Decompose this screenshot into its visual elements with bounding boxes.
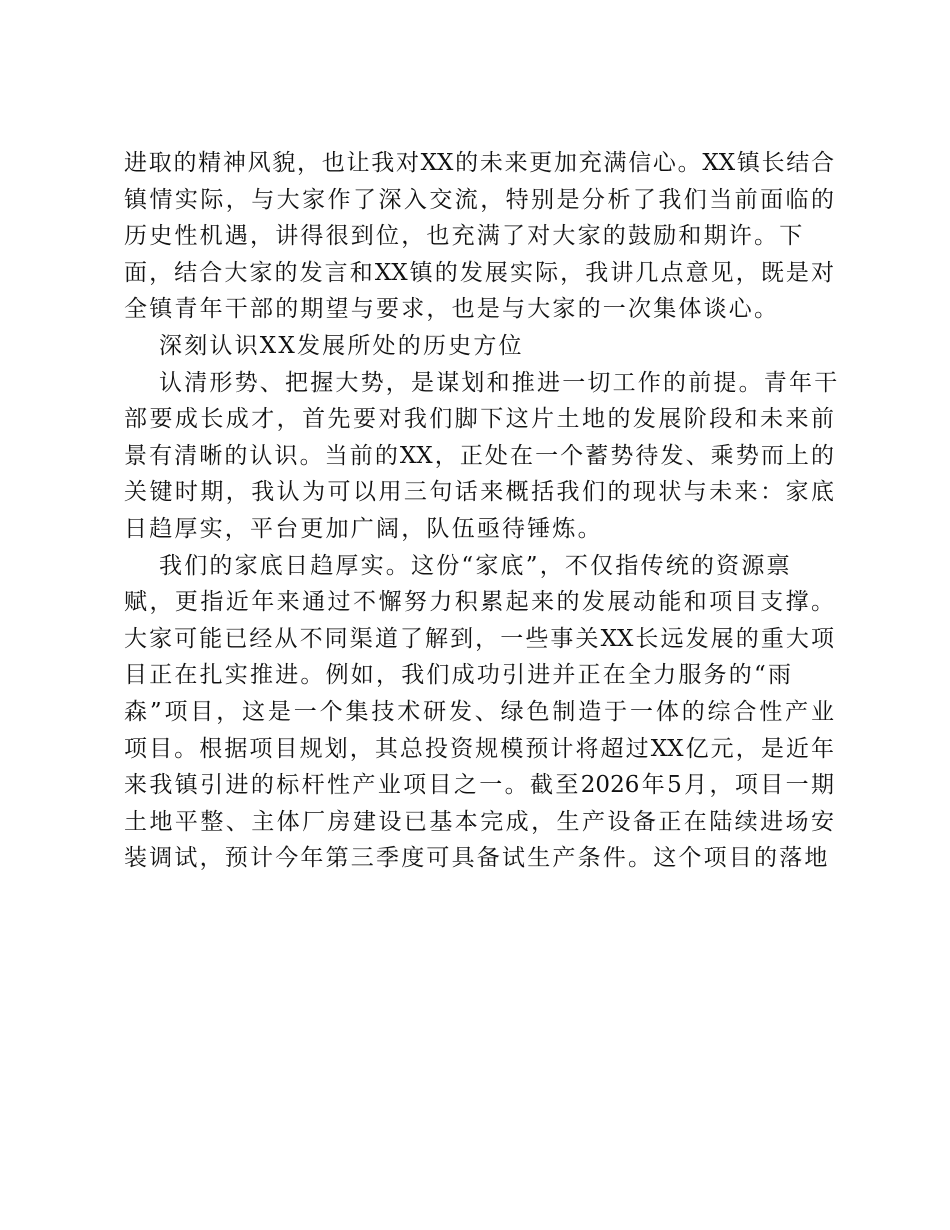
- text-line: 景有清晰的认识。当前的XX，正处在一个蓄势待发、乘势而上的: [124, 442, 834, 469]
- text-line: 我们的家底日趋厚实。这份“家底”，不仅指传统的资源禀: [159, 552, 792, 579]
- text-line: 部要成长成才，首先要对我们脚下这片土地的发展阶段和未来前: [124, 406, 834, 433]
- text-line: 全镇青年干部的期望与要求，也是与大家的一次集体谈心。: [124, 296, 780, 323]
- text-line: 日趋厚实，平台更加广阔，队伍亟待锤炼。: [124, 515, 603, 542]
- section-heading: 深刻认识XX发展所处的历史方位: [159, 332, 524, 359]
- paragraph: [124, 365, 840, 548]
- paragraph: [124, 145, 834, 328]
- text-line: 森”项目，这是一个集技术研发、绿色制造于一体的综合性产业: [124, 698, 834, 725]
- text-line: 关键时期，我认为可以用三句话来概括我们的现状与未来：家底: [124, 479, 834, 506]
- text-line: 项目。根据项目规划，其总投资规模预计将超过XX亿元，是近年: [124, 735, 834, 762]
- text-line: 目正在扎实推进。例如，我们成功引进并正在全力服务的“雨: [124, 662, 794, 689]
- text-line: 认清形势、把握大势，是谋划和推进一切工作的前提。青年干: [159, 369, 840, 396]
- text-line: 土地平整、主体厂房建设已基本完成，生产设备正在陆续进场安: [124, 808, 834, 835]
- paragraph: [124, 548, 834, 877]
- document-body: [124, 145, 840, 877]
- text-line: 镇情实际，与大家作了深入交流，特别是分析了我们当前面临的: [124, 186, 834, 213]
- text-line: 面，结合大家的发言和XX镇的发展实际，我讲几点意见，既是对: [124, 259, 834, 286]
- text-line: 赋，更指近年来通过不懈努力积累起来的发展动能和项目支撑。: [124, 589, 834, 616]
- text-line: 进取的精神风貌，也让我对XX的未来更加充满信心。XX镇长结合: [124, 150, 834, 176]
- text-line: 历史性机遇，讲得很到位，也充满了对大家的鼓励和期许。下: [124, 223, 805, 250]
- text-line: 装调试，预计今年第三季度可具备试生产条件。这个项目的落地: [124, 845, 830, 872]
- text-line: 大家可能已经从不同渠道了解到，一些事关XX长远发展的重大项: [124, 625, 834, 652]
- text-line: 来我镇引进的标杆性产业项目之一。截至2026年5月，项目一期: [124, 772, 834, 799]
